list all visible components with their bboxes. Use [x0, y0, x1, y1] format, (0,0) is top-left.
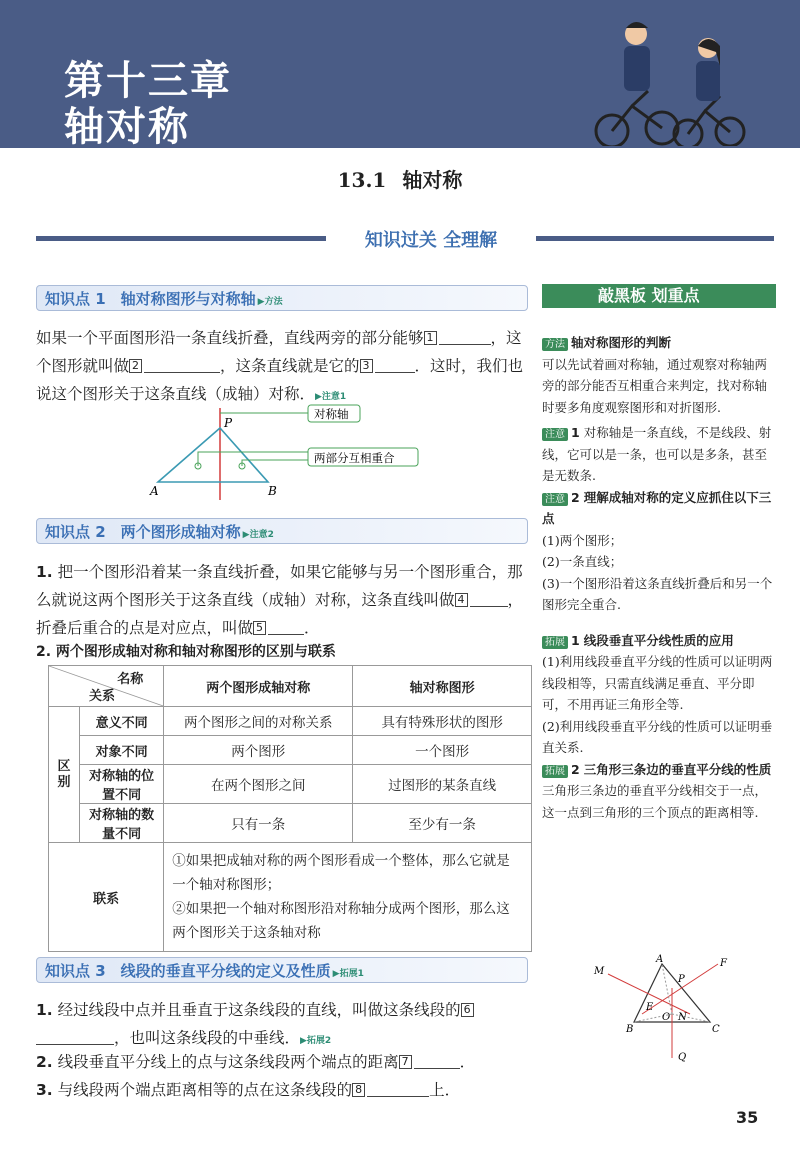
table-row	[49, 765, 532, 804]
knowledge-header	[36, 228, 774, 250]
note1-tag: 注意	[542, 428, 568, 441]
row-header: 对称轴的位置不同	[80, 765, 164, 804]
blank-number: 6	[461, 1003, 474, 1017]
note2-tag: 注意	[542, 493, 568, 506]
link-row-header: 联系	[49, 843, 164, 952]
label-f: F	[720, 958, 727, 969]
knowledge-header-label: 知识过关 全理解	[326, 226, 536, 252]
table-cell: 两个图形	[164, 736, 353, 765]
table-row	[49, 804, 532, 843]
ext1-title: 线段垂直平分线性质的应用	[583, 632, 734, 648]
kp3-item-3: 3. 与线段两个端点距离相等的点在这条线段的 8 上．	[36, 1081, 461, 1099]
blank-number: 1	[424, 331, 437, 345]
callout-axis-label: 对称轴	[314, 407, 349, 421]
kp1-paragraph: 如果一个平面图形沿一条直线折叠，直线两旁的部分能够 1 ，这个图形就叫做 2 ，这条直线就是它的 3 ．这时，我们也说这个图形关于这条直线（成轴）对称．▶注意1	[36, 329, 524, 403]
kp2-title: 知识点 2 两个图形成轴对称 ▶注意2	[45, 523, 274, 541]
blank-number: 2	[129, 359, 142, 373]
kp1-tag: ▶方法	[257, 297, 283, 307]
table-cell: 至少有一条	[353, 804, 532, 843]
blank-number: 8	[352, 1083, 365, 1097]
ext2-tag: 拓展	[542, 765, 568, 778]
label-c: C	[712, 1024, 720, 1035]
chapter-number: 第十三章	[64, 58, 232, 104]
column-header-2: 轴对称图形	[353, 666, 532, 707]
link-cell	[164, 843, 532, 952]
ext2-title: 三角形三条边的垂直平分线的性质	[583, 761, 772, 777]
kp1-triangle-figure	[140, 400, 430, 505]
corner-bottom-label: 关系	[89, 689, 116, 704]
table-cell: 只有一条	[164, 804, 353, 843]
bisector-line-2	[642, 964, 718, 1014]
label-b: B	[626, 1024, 634, 1035]
answer-blank[interactable]	[414, 1054, 460, 1069]
link-point-1: ①如果把成轴对称的两个图形看成一个整体，那么它就是一个轴对称图形；	[172, 853, 510, 893]
vertex-p: P	[224, 416, 233, 430]
kp3-tag: ▶拓展1	[332, 969, 364, 979]
column-header-1: 两个图形成轴对称	[164, 666, 353, 707]
kp3-title: 知识点 3 线段的垂直平分线的定义及性质 ▶拓展1	[45, 962, 364, 980]
sidebar-header: 敲黑板 划重点	[542, 284, 776, 308]
table-row	[49, 843, 532, 952]
blank-number: 7	[399, 1055, 412, 1069]
kp2-item-1: 1. 把一个图形沿着某一条直线折叠，如果它能够与另一个图形重合，那么就说这两个图形关于这条直线（成轴）对称，这条直线叫做 4 ，折叠后重合的点是对应点，叫做 5 ．	[36, 563, 524, 637]
kp3-item-2: 2. 线段垂直平分线上的点与这条线段两个端点的距离 7 ．	[36, 1053, 476, 1071]
method-text: 可以先试着画对称轴，通过观察对称轴两旁的部分能否互相重合来判定，找对称轴时要多角度观察图形和对折图形.	[542, 356, 768, 415]
row-header: 对称轴的数量不同	[80, 804, 164, 843]
key-points-sidebar: 敲黑板 划重点 方法 轴对称图形的判断 可以先试着画对称轴，通过观察对称轴两旁的部分能否互相重合来判定，找对称轴时要多角度观察图形和对折图形. 注意 1 对称轴是一条直线，不是线段、射线，它可以是一条，也可以是多条，甚至是无数条. 注意 2 理解成轴对称的定义应抓住以下三点 (1)两个图形； (2)一条直线； (3)一个图形沿着这条直线折叠后和另一个图形完全重合. 拓展 1 线段垂直平分线性质的应用 (1)利用线段垂直平分线的性质可以证明两线段相等，只需直线满足垂直、平分即可，不用再证三角形全等. (2)利用线段垂直平分线的性质可以证明垂直关系. 拓展 2 三角形三条边的垂直平分线的性质 三角形三条边的垂直平分线相交于一点，这一点到三角形的三个顶点的距离相等.	[542, 284, 776, 823]
group-label: 区别	[49, 707, 80, 843]
label-n: N	[678, 1012, 687, 1023]
corner-top-label: 名称	[117, 672, 144, 687]
chapter-banner	[0, 0, 800, 148]
table-row	[49, 736, 532, 765]
note2-line-2: (2)一条直线；	[542, 554, 623, 569]
note2-title: 理解成轴对称的定义应抓住以下三点	[542, 489, 772, 526]
kp1-note-tag: ▶注意1	[315, 392, 347, 402]
label-a: A	[656, 954, 664, 965]
label-m: M	[594, 966, 605, 977]
label-e: E	[646, 1002, 654, 1013]
answer-blank[interactable]	[439, 330, 491, 345]
table-cell: 两个图形之间的对称关系	[164, 707, 353, 736]
kp1-title: 知识点 1 轴对称图形与对称轴 ▶方法	[45, 290, 283, 308]
kp2-item-2: 2. 两个图形成轴对称和轴对称图形的区别与联系	[36, 644, 336, 660]
dash-oa	[662, 964, 672, 1014]
answer-blank[interactable]	[268, 620, 304, 635]
vertex-a: A	[150, 484, 159, 498]
kp3-item1-tag: ▶拓展2	[300, 1036, 332, 1046]
kp2-tag: ▶注意2	[242, 530, 274, 540]
table-cell: 过图形的某条直线	[353, 765, 532, 804]
chapter-title: 轴对称	[64, 104, 190, 148]
page-number: 35	[736, 1108, 759, 1127]
row-header: 意义不同	[80, 707, 164, 736]
kp1-title-bar	[36, 285, 528, 311]
label-o: O	[662, 1012, 671, 1023]
callout-leader-2	[198, 452, 308, 466]
header-rule-left	[36, 236, 326, 241]
answer-blank[interactable]	[36, 1030, 114, 1045]
callout-overlap-label: 两部分互相重合	[314, 451, 395, 465]
ext1-line-1: (1)利用线段垂直平分线的性质可以证明两线段相等，只需直线满足垂直、平分即可，不用再证三角形全等.	[542, 654, 773, 712]
answer-blank[interactable]	[470, 592, 508, 607]
link-point-2: ②如果把一个轴对称图形沿对称轴分成两个图形，那么这两个图形关于这条轴对称	[172, 901, 510, 941]
blank-number: 5	[253, 621, 266, 635]
ext1-tag: 拓展	[542, 636, 568, 649]
kp3-item-1: 1. 经过线段中点并且垂直于这条线段的直线，叫做这条线段的 6，也叫这条线段的中垂线．▶拓展2	[36, 996, 532, 1055]
table-cell: 一个图形	[353, 736, 532, 765]
answer-blank[interactable]	[144, 358, 220, 373]
kp3-title-bar	[36, 957, 528, 983]
table-cell: 具有特殊形状的图形	[353, 707, 532, 736]
row-header: 对象不同	[80, 736, 164, 765]
comparison-table	[48, 665, 532, 952]
label-p: P	[678, 974, 685, 985]
triangle-shape	[158, 428, 268, 482]
blank-number: 3	[360, 359, 373, 373]
table-cell: 在两个图形之间	[164, 765, 353, 804]
blank-number: 4	[455, 593, 468, 607]
ext1-line-2: (2)利用线段垂直平分线的性质可以证明垂直关系.	[542, 718, 773, 755]
note2-line-1: (1)两个图形；	[542, 532, 623, 548]
kp2-title-bar	[36, 518, 528, 544]
chapter-heading	[64, 58, 232, 148]
method-title: 轴对称图形的判断	[571, 335, 672, 350]
table-row	[49, 707, 532, 736]
section-title	[0, 164, 800, 193]
method-tag: 方法	[542, 338, 568, 351]
ext2-text: 三角形三条边的垂直平分线相交于一点，这一点到三角形的三个顶点的距离相等.	[542, 783, 768, 820]
answer-blank[interactable]	[375, 358, 415, 373]
table-corner-cell	[49, 666, 164, 707]
vertex-b: B	[268, 484, 277, 498]
answer-blank[interactable]	[367, 1082, 429, 1097]
section-number: 13.1	[337, 168, 387, 192]
circumcenter-figure	[590, 952, 740, 1064]
cyclists-illustration	[570, 6, 770, 146]
section-name: 轴对称	[402, 168, 463, 192]
header-rule-right	[536, 236, 774, 241]
label-q: Q	[678, 1052, 687, 1063]
note2-line-3: (3)一个图形沿着这条直线折叠后和另一个图形完全重合.	[542, 575, 773, 612]
note1-text: 对称轴是一条直线，不是线段、射线，它可以是一条，也可以是多条，甚至是无数条.	[542, 425, 772, 483]
